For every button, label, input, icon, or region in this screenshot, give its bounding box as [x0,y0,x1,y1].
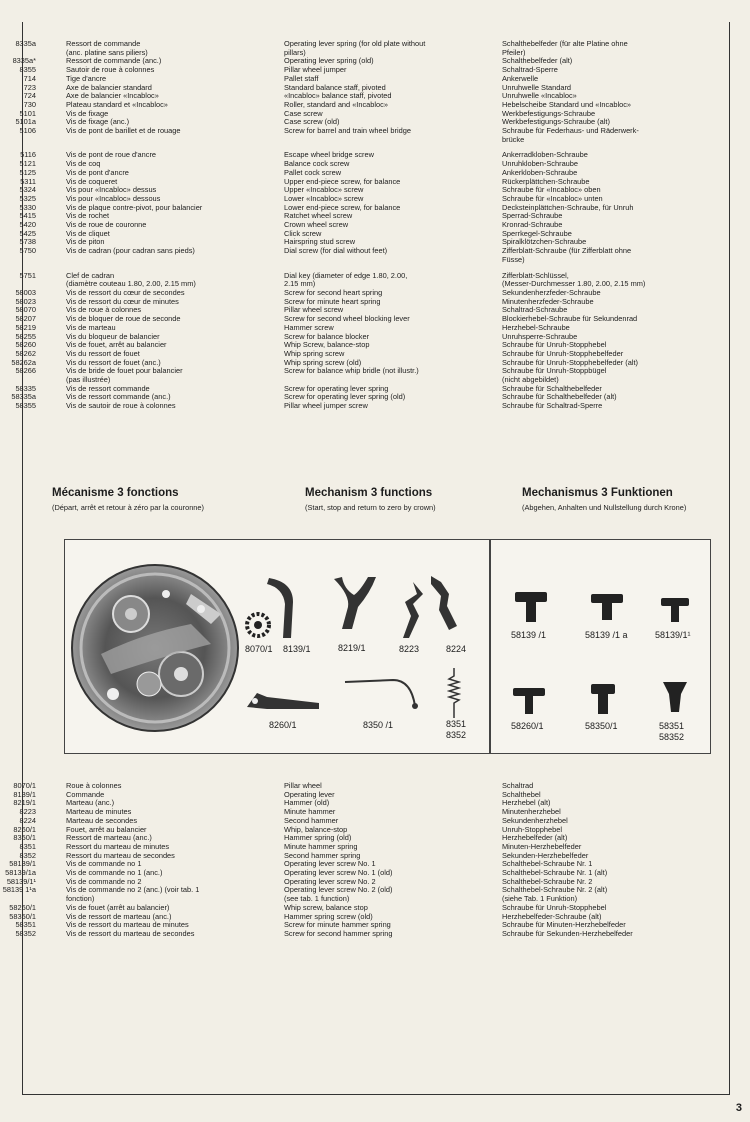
cell-fr: Vis de plaque contre-pivot, pour balancier [66,202,203,212]
cell-num: 58255 [15,331,36,341]
cell-num: 730 [23,99,36,109]
cell-de: Sperrad-Schraube [502,211,563,221]
cell-de: Unruhsperre-Schraube [502,331,578,341]
cell-de: Sekundenherzfeder-Schraube [502,287,601,297]
subtitle-english: (Start, stop and return to zero by crown) [305,503,436,512]
hammer-drawing [330,573,380,633]
cell-en: Lower «Incabloc» screw [284,193,364,203]
cell-en: Standard balance staff, pivoted [284,82,386,92]
cell-num: 8070/1 [13,781,36,790]
cell-fr: Vis de ressort du marteau de minutes [66,920,189,930]
cell-num: 58219 [15,322,36,332]
cell-en: Whip spring screw [284,348,345,358]
cell-fr: Vis du bloqueur de balancier [66,331,160,341]
cell-num: 5101 [19,108,36,118]
list-item [0,221,750,230]
cell-en: Minute hammer [284,807,336,817]
cell-en: Pillar wheel jumper screw [284,401,368,411]
cell-num: 58070 [15,305,36,315]
hammer-spring-drawing [341,672,421,712]
cell-en: Whip screw, balance stop [284,902,368,912]
cell-en: Operating lever [284,789,335,799]
cell-fr: Vis de coqueret [66,176,118,186]
cell-en: Escape wheel bridge screw [284,150,374,160]
cell-fr: Vis de pont de roue d'ancre [66,150,157,160]
cell-fr: Axe de balancier standard [66,82,152,92]
cell-fr: Vis de bloquer de roue de seconde [66,314,181,324]
list-item [0,367,750,376]
label-8351: 8351 [446,719,467,729]
cell-de: Herzhebelfeder (alt) [502,833,568,843]
cell-num: 8260/1 [13,824,36,834]
screw-58260-drawing [511,682,547,722]
cell-de: Schraube für Schalthebelfeder (alt) [502,392,617,402]
coil-spring-drawing [447,668,461,718]
cell-fr: Sautoir de roue à colonnes [66,65,155,75]
cell-en: Screw for second hammer spring [284,928,393,938]
cell-num: 5750 [19,246,36,256]
cell-de: Blockierhebel-Schraube für Sekundenrad [502,314,638,324]
cell-de: Werkbefestigungs-Schraube (alt) [502,117,610,127]
label-58139: 58139 /1 [511,630,547,640]
list-item [0,886,750,895]
label-58139a: 58139 /1 a [585,630,628,640]
cell-fr: Vis de ressort du cœur de minutes [66,296,179,306]
cell-fr: Vis de commande no 2 [66,876,142,886]
cell-en: Screw for minute hammer spring [284,920,391,930]
cell-num: 5324 [19,185,36,195]
cell-fr: Marteau de minutes [66,807,132,817]
label-58351: 58351 [659,721,685,731]
cell-de: brücke [502,134,525,144]
cell-de: Herzhebel-Schraube [502,322,570,332]
list-item [0,782,750,791]
cell-en: Screw for operating lever spring (old) [284,392,406,402]
cell-fr: Clef de cadran [66,270,115,280]
cell-en: «Incabloc» balance staff, pivoted [284,91,392,101]
cell-fr: Vis de piton [66,237,105,247]
cell-num: 58003 [15,287,36,297]
cell-num: 58023 [15,296,36,306]
cell-fr: Vis de sautoir de roue à colonnes [66,401,176,411]
cell-num: 58262a [11,357,36,367]
cell-de: Unruh-Stopphebel [502,824,562,834]
cell-num: 58207 [15,314,36,324]
label-8352: 8352 [446,730,467,740]
cell-de: Schraube für Unruh-Stopphebel [502,340,607,350]
cell-num: 5121 [19,159,36,169]
cell-num: 5751 [19,270,36,280]
cell-fr: (diamètre couteau 1.80, 2.00, 2.15 mm) [66,279,196,289]
cell-en: Pillar wheel [284,781,322,790]
cell-en: Second hammer spring [284,850,361,860]
cell-fr: Axe de balancier «Incabloc» [66,91,159,101]
subtitle-french: (Départ, arrêt et retour à zéro par la couronne) [52,503,204,512]
cell-de: Schalthebel-Schraube Nr. 2 (alt) [502,885,608,895]
cell-de: Schalthebel [502,789,541,799]
cell-fr: Marteau (anc.) [66,798,115,808]
cell-en: Dial screw (for dial without feet) [284,246,388,256]
cell-de: Hebelscheibe Standard und «Incabloc» [502,99,632,109]
cell-num: 5101a [15,117,36,127]
cell-fr: Vis de ressort du marteau de secondes [66,928,195,938]
cell-en: (see tab. 1 function) [284,894,350,904]
label-8219: 8219/1 [338,643,366,653]
cell-fr: Vis de fouet (arrêt au balancier) [66,902,170,912]
list-item [0,402,750,411]
list-item [0,66,750,75]
cell-en: Operating lever screw No. 2 (old) [284,885,393,895]
cell-fr: Vis de marteau [66,322,116,332]
cell-en: Upper «Incabloc» screw [284,185,364,195]
cell-fr: Vis de pont de barillet et de rouage [66,126,181,136]
cell-de: Schraube für Federhaus- und Räderwerk- [502,126,639,136]
cell-de: (Messer-Durchmesser 1.80, 2.00, 2.15 mm) [502,279,646,289]
cell-num: 5116 [20,150,36,160]
cell-de: Schraube für Unruh-Stoppbügel [502,366,607,376]
heading-german [522,487,712,513]
cell-de: Schalthebelfeder (alt) [502,56,573,66]
cell-en: Pallet staff [284,73,319,83]
cell-num: 5325 [19,193,36,203]
cell-en: Ratchet wheel screw [284,211,353,221]
cell-fr: (anc. platine sans piliers) [66,47,148,57]
cell-en: Hammer spring (old) [284,833,352,843]
cell-de: Schraube für Unruh-Stopphebelfeder [502,348,624,358]
cell-de: Zifferblatt-Schraube (für Zifferblatt ohne [502,246,632,256]
cell-num: 8335a [15,39,36,48]
cell-fr: Vis de ressort du cœur de secondes [66,287,185,297]
cell-fr: Vis de fouet, arrêt au balancier [66,340,167,350]
cell-en: Roller, standard and «Incabloc» [284,99,388,109]
cell-fr: Vis de commande no 2 (anc.) (voir tab. 1 [66,885,200,895]
cell-de: Werkbefestigungs-Schraube [502,108,596,118]
movement-photo [71,554,241,744]
cell-fr: Fouet, arrêt au balancier [66,824,147,834]
cell-num: 58350/1 [9,911,36,921]
cell-num: 724 [23,91,36,101]
label-58352: 58352 [659,732,685,742]
screw-58351-drawing [657,678,693,718]
cell-fr: Vis de commande no 1 (anc.) [66,868,163,878]
cell-num: 8335a* [12,56,36,66]
cell-en: Screw for barrel and train wheel bridge [284,126,411,136]
cell-de: Schraube für «Incabloc» oben [502,185,601,195]
cell-de: Schalthebel-Schraube Nr. 1 (alt) [502,868,608,878]
cell-de: Schraube für «Incabloc» unten [502,193,603,203]
cell-en: Pillar wheel screw [284,305,344,315]
cell-de: Sekunden-Herzhebelfeder [502,850,589,860]
cell-fr: Vis de rochet [66,211,110,221]
cell-en: Operating lever screw No. 2 [284,876,376,886]
cell-fr: Vis de commande no 1 [66,859,142,869]
cell-de: Schalthebel-Schraube Nr. 2 [502,876,593,886]
cell-de: Schaltrad [502,781,534,790]
cell-de: Pfeiler) [502,47,526,57]
label-8070: 8070/1 [245,644,273,654]
cell-en: Screw for operating lever spring [284,383,389,393]
list-item [0,136,750,145]
cell-fr: Vis de cliquet [66,228,110,238]
cell-de: Schraube für Schaltrad-Sperre [502,401,603,411]
cell-en: Operating lever screw No. 1 (old) [284,868,393,878]
cell-en: Screw for second heart spring [284,287,383,297]
label-58139-1: 58139/1¹ [655,630,691,640]
cell-num: 58262 [15,348,36,358]
list-item [0,247,750,256]
subtitle-german: (Abgehen, Anhalten und Nullstellung durch Krone) [522,503,687,512]
cell-fr: Vis de bride de fouet pour balancier [66,366,183,376]
cell-fr: Ressort de commande [66,39,141,48]
cell-en: Click screw [284,228,322,238]
cell-fr: Vis du ressort de fouet (anc.) [66,357,161,367]
cell-num: 58139/1¹ [6,876,36,886]
heading-french [52,487,282,513]
cell-num: 58260/1 [9,902,36,912]
cell-de: Minutenherzfeder-Schraube [502,296,594,306]
cell-en: Hammer screw [284,322,334,332]
cell-fr: Vis de fixage (anc.) [66,117,130,127]
parts-figure [64,539,711,754]
list-item [0,230,750,239]
cell-de: Ankerwelle [502,73,539,83]
cell-de: Ankerradkloben-Schraube [502,150,588,160]
operating-lever-drawing [263,572,303,642]
cell-de: Schalthebelfeder (für alte Platine ohne [502,39,628,48]
cell-de: Unruhwelle «Incabloc» [502,91,577,101]
cell-fr: Ressort de marteau (anc.) [66,833,152,843]
cell-en: pillars) [284,47,306,57]
cell-fr: Ressort du marteau de minutes [66,841,170,851]
cell-fr: (pas illustrée) [66,375,111,385]
cell-de: Unruhwelle Standard [502,82,572,92]
screw-58139-drawing [513,588,549,628]
cell-fr: Commande [66,789,105,799]
cell-num: 8355 [19,65,36,75]
list-item [0,930,750,939]
cell-de: Kronrad-Schraube [502,220,563,230]
cell-de: Minuten-Herzhebelfeder [502,841,582,851]
title-english: Mechanism 3 functions [305,487,433,499]
cell-num: 8350/1 [13,833,36,843]
cell-en: Screw for balance blocker [284,331,370,341]
cell-de: (siehe Tab. 1 Funktion) [502,894,578,904]
list-item [0,204,750,213]
cell-num: 58139/1 [9,859,36,869]
cell-en: Balance cock screw [284,159,350,169]
figure-divider [489,540,491,753]
cell-en: 2.15 mm) [284,279,316,289]
label-8223: 8223 [399,644,420,654]
page-number: 3 [735,1102,742,1114]
cell-en: Screw for minute heart spring [284,296,381,306]
cell-en: Case screw (old) [284,117,340,127]
cell-en: Whip Screw, balance-stop [284,340,370,350]
cell-num: 58335a [11,392,36,402]
screw-58139a-drawing [589,588,625,628]
list-item [0,256,750,265]
cell-num: 58260 [15,340,36,350]
cell-fr: Vis de ressort commande (anc.) [66,392,171,402]
label-58260: 58260/1 [511,721,544,731]
cell-num: 8351 [19,841,36,851]
cell-en: Hammer (old) [284,798,330,808]
minute-hammer-drawing [395,580,425,640]
cell-en: Screw for second wheel blocking lever [284,314,410,324]
cell-fr: Vis de ressort de marteau (anc.) [66,911,172,921]
label-8224: 8224 [446,644,467,654]
cell-num: 58139 1¹a [2,885,36,895]
cell-de: Sekundenherzhebel [502,815,568,825]
cell-en: Crown wheel screw [284,220,349,230]
cell-fr: Marteau de secondes [66,815,138,825]
cell-num: 8223 [19,807,36,817]
cell-de: Schraube für Unruh-Stopphebel [502,902,607,912]
list-item [0,101,750,110]
cell-de: Minutenherzhebel [502,807,561,817]
cell-de: Rückerplättchen-Schraube [502,176,590,186]
cell-num: 58139/1a [5,868,36,878]
cell-de: Schraube für Minuten-Herzhebelfeder [502,920,626,930]
cell-de: Füsse) [502,254,525,264]
cell-num: 5415 [19,211,36,221]
cell-fr: Vis de roue à colonnes [66,305,142,315]
heading-english [305,487,495,513]
cell-num: 5330 [19,202,36,212]
screw-58350-drawing [585,680,621,720]
cell-num: 8352 [19,850,36,860]
cell-fr: Vis pour «Incabloc» dessus [66,185,157,195]
cell-de: Ankerkloben-Schraube [502,167,578,177]
cell-num: 5125 [19,167,36,177]
cell-en: Dial key (diameter of edge 1.80, 2.00, [284,270,408,280]
cell-num: 5738 [19,237,36,247]
cell-en: Whip, balance-stop [284,824,348,834]
cell-num: 5425 [19,228,36,238]
cell-fr: Tige d'ancre [66,73,107,83]
cell-en: Lower end-piece screw, for balance [284,202,401,212]
cell-fr: Vis de cadran (pour cadran sans pieds) [66,246,195,256]
cell-en: Hairspring stud screw [284,237,356,247]
cell-fr: Vis de fixage [66,108,109,118]
cell-en: Pillar wheel jumper [284,65,347,75]
cell-num: 5420 [19,220,36,230]
top-parts-list [0,40,750,411]
cell-num: 58352 [15,928,36,938]
cell-fr: fonction) [66,894,95,904]
cell-fr: Vis pour «Incabloc» dessous [66,193,161,203]
cell-fr: Plateau standard et «Incabloc» [66,99,168,109]
cell-de: Unruhkloben-Schraube [502,159,579,169]
cell-en: Operating lever screw No. 1 [284,859,376,869]
cell-num: 8219/1 [13,798,36,808]
cell-num: 5311 [20,176,36,186]
cell-en: Case screw [284,108,323,118]
cell-en: Minute hammer spring [284,841,358,851]
label-8350: 8350 /1 [363,720,394,730]
cell-en: Second hammer [284,815,339,825]
cell-de: Decksteinplättchen-Schraube, für Unruh [502,202,634,212]
second-hammer-drawing [427,572,463,632]
screw-58139-1-drawing [657,592,693,632]
cell-fr: Vis de coq [66,159,101,169]
cell-de: Herzhebelfeder-Schraube (alt) [502,911,602,921]
cell-en: Screw for balance whip bridle (not illustr.) [284,366,419,376]
list-item [0,151,750,160]
cell-num: 58355 [15,401,36,411]
cell-en: Hammer spring screw (old) [284,911,373,921]
cell-en: Operating lever spring (old) [284,56,374,66]
cell-de: Schalthebel-Schraube Nr. 1 [502,859,593,869]
cell-de: Schraube für Schalthebelfeder [502,383,602,393]
title-french: Mécanisme 3 fonctions [52,487,179,499]
cell-num: 5106 [19,126,36,136]
cell-num: 723 [23,82,36,92]
cell-num: 58335 [15,383,36,393]
cell-de: Spiralklötzchen-Schraube [502,237,587,247]
cell-fr: Vis de roue de couronne [66,220,147,230]
cell-de: Schraube für Unruh-Stopphebelfeder (alt) [502,357,638,367]
cell-num: 8224 [19,815,36,825]
whip-drawing [243,687,323,721]
cell-fr: Ressort du marteau de secondes [66,850,175,860]
cell-num: 58351 [15,920,36,930]
cell-fr: Vis de ressort commande [66,383,150,393]
cell-de: Schraube für Sekunden-Herzhebelfeder [502,928,633,938]
cell-en: Whip spring screw (old) [284,357,362,367]
cell-de: Schaltrad-Sperre [502,65,558,75]
bottom-parts-list [0,782,750,939]
cell-de: (nicht abgebildet) [502,375,559,385]
cell-num: 8139/1 [13,789,36,799]
cell-de: Sperrkegel-Schraube [502,228,572,238]
cell-en: Pallet cock screw [284,167,342,177]
cell-fr: Roue à colonnes [66,781,122,790]
label-58350: 58350/1 [585,721,618,731]
cell-num: 58266 [15,366,36,376]
cell-en: Upper end-piece screw, for balance [284,176,401,186]
label-8260: 8260/1 [269,720,297,730]
cell-de: Herzhebel (alt) [502,798,551,808]
cell-de: Zifferblatt-Schlüssel, [502,270,569,280]
title-german: Mechanismus 3 Funktionen [522,487,673,499]
list-item [0,127,750,136]
cell-en: Operating lever spring (for old plate without [284,39,426,48]
cell-fr: Vis de pont d'ancre [66,167,129,177]
cell-fr: Ressort de commande (anc.) [66,56,162,66]
cell-fr: Vis du ressort de fouet [66,348,140,358]
cell-de: Schaltrad-Schraube [502,305,568,315]
label-8139: 8139/1 [283,644,311,654]
cell-num: 714 [23,73,36,83]
